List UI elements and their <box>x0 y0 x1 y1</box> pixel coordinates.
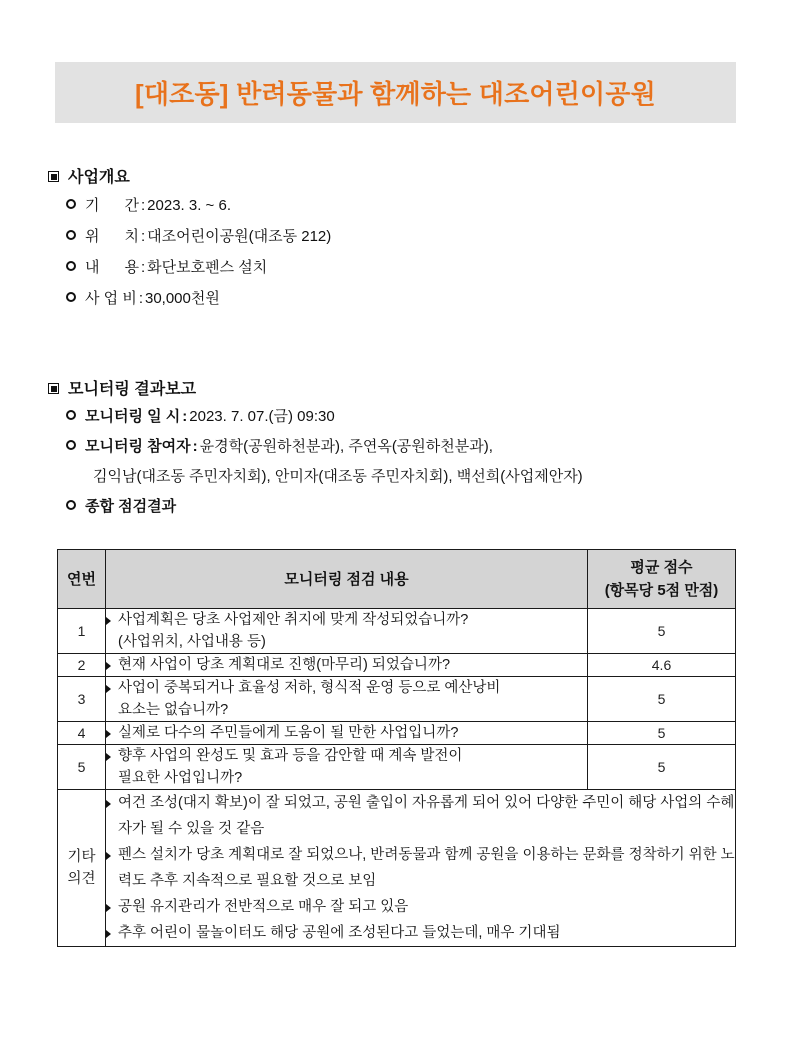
row-question-text: 현재 사업이 당초 계획대로 진행(마무리) 되었습니까? <box>118 657 451 673</box>
monitoring-participants-separator: : <box>192 438 198 455</box>
overview-item-label: 사 업 비 <box>85 290 137 307</box>
row-question-subtext: 요소는 없습니까? <box>118 702 229 718</box>
row-number: 2 <box>58 654 106 677</box>
column-header-content: 모니터링 점검 내용 <box>106 550 588 609</box>
row-score: 4.6 <box>588 654 736 677</box>
etc-note-text: 여건 조성(대지 확보)이 잘 되었고, 공원 출입이 자유롭게 되어 있어 다양한 주민이 해당 사업의 수혜자가 될 수 있을 것 같음 <box>118 795 735 837</box>
row-question-subtext: (사업위치, 사업내용 등) <box>118 634 266 650</box>
triangle-bullet-icon <box>106 730 111 738</box>
etc-note-text: 추후 어린이 물놀이터도 해당 공원에 조성된다고 들었는데, 매우 기대됨 <box>118 925 561 941</box>
triangle-bullet-icon <box>106 852 111 860</box>
row-question-subtext: 필요한 사업입니까? <box>118 770 243 786</box>
section-overview-heading-label: 사업개요 <box>68 169 130 186</box>
column-header-score-line2: (항목당 5점 만점) <box>604 582 719 599</box>
row-question-text: 사업계획은 당초 사업제안 취지에 맞게 작성되었습니까? <box>118 612 469 628</box>
row-question-text: 향후 사업의 완성도 및 효과 등을 감안할 때 계속 발전이 <box>118 748 463 764</box>
monitoring-datetime-separator: : <box>182 408 188 425</box>
row-score: 5 <box>588 609 736 654</box>
etc-note-text: 공원 유지관리가 전반적으로 매우 잘 되고 있음 <box>118 899 409 915</box>
list-item <box>48 492 583 522</box>
overview-item-value: 2023. 3. ~ 6. <box>147 197 231 214</box>
list-item <box>48 432 583 462</box>
table-row <box>58 677 736 722</box>
section-monitoring-heading <box>48 378 583 402</box>
row-question-text: 실제로 다수의 주민들에게 도움이 될 만한 사업입니까? <box>118 725 459 741</box>
filled-square-icon <box>48 171 59 182</box>
row-question-text: 사업이 중복되거나 효율성 저하, 형식적 운영 등으로 예산낭비 <box>118 680 501 696</box>
overview-item-value: 30,000천원 <box>144 290 220 307</box>
open-circle-icon <box>66 230 76 240</box>
etc-note-text: 펜스 설치가 당초 계획대로 잘 되었으나, 반려동물과 함께 공원을 이용하는 문화를 정착하기 위한 노력도 추후 지속적으로 필요할 것으로 보임 <box>118 847 735 889</box>
etc-opinion-label <box>58 790 106 947</box>
monitoring-participants-continued: 김익남(대조동 주민자치회), 안미자(대조동 주민자치회), 백선희(사업제안자) <box>93 468 583 485</box>
overview-item-label: 위 치 <box>85 228 139 245</box>
row-number: 1 <box>58 609 106 654</box>
overview-item-separator: : <box>141 197 146 214</box>
row-question <box>106 609 588 654</box>
column-header-no: 연번 <box>58 550 106 609</box>
overview-item-separator: : <box>141 259 146 276</box>
table-row <box>58 722 736 745</box>
triangle-bullet-icon <box>106 904 111 912</box>
etc-note <box>106 920 735 946</box>
section-overview-heading <box>48 166 331 190</box>
monitoring-item-list <box>48 402 583 462</box>
open-circle-icon <box>66 410 76 420</box>
triangle-bullet-icon <box>106 685 111 693</box>
open-circle-icon <box>66 261 76 271</box>
etc-note <box>106 842 735 894</box>
etc-opinion-label-line2: 의견 <box>67 871 96 887</box>
open-circle-icon <box>66 440 76 450</box>
overview-item-label: 기 간 <box>85 197 139 214</box>
row-score: 5 <box>588 722 736 745</box>
monitoring-results-label: 종합 점검결과 <box>85 498 177 515</box>
overview-item-value: 화단보호펜스 설치 <box>147 259 268 276</box>
row-score: 5 <box>588 677 736 722</box>
row-number: 5 <box>58 745 106 790</box>
section-monitoring-heading-label: 모니터링 결과보고 <box>68 381 197 398</box>
page-title: [대조동] 반려동물과 함께하는 대조어린이공원 <box>135 79 656 109</box>
overview-item-separator: : <box>138 290 143 307</box>
row-question <box>106 745 588 790</box>
list-item <box>48 283 331 314</box>
table-row <box>58 654 736 677</box>
list-item <box>48 221 331 252</box>
etc-opinion-label-line1: 기타 <box>67 849 96 865</box>
table-header-row <box>58 550 736 609</box>
monitoring-participants-value: 윤경학(공원하천분과), 주연옥(공원하천분과), <box>199 438 493 455</box>
monitoring-datetime-value: 2023. 7. 07.(금) 09:30 <box>189 408 335 425</box>
open-circle-icon <box>66 199 76 209</box>
etc-note <box>106 790 735 842</box>
column-header-score <box>588 550 736 609</box>
triangle-bullet-icon <box>106 753 111 761</box>
row-number: 3 <box>58 677 106 722</box>
monitoring-results-list <box>48 492 583 522</box>
monitoring-datetime-label: 모니터링 일 시 <box>85 408 181 425</box>
monitoring-result-table <box>57 549 736 947</box>
filled-square-icon <box>48 383 59 394</box>
column-header-score-line1: 평균 점수 <box>630 559 693 576</box>
row-question <box>106 654 588 677</box>
triangle-bullet-icon <box>106 800 111 808</box>
overview-item-separator: : <box>141 228 146 245</box>
section-overview <box>48 166 331 314</box>
overview-item-label: 내 용 <box>85 259 139 276</box>
list-item <box>48 252 331 283</box>
row-number: 4 <box>58 722 106 745</box>
etc-opinion-body <box>106 790 736 947</box>
row-score: 5 <box>588 745 736 790</box>
triangle-bullet-icon <box>106 617 111 625</box>
table-row <box>58 609 736 654</box>
table-row <box>58 745 736 790</box>
overview-item-list <box>48 190 331 314</box>
monitoring-participants-label: 모니터링 참여자 <box>85 438 191 455</box>
list-item <box>48 190 331 221</box>
etc-note <box>106 894 735 920</box>
triangle-bullet-icon <box>106 662 111 670</box>
open-circle-icon <box>66 292 76 302</box>
section-monitoring <box>48 378 583 522</box>
overview-item-value: 대조어린이공원(대조동 212) <box>147 228 332 245</box>
triangle-bullet-icon <box>106 930 111 938</box>
open-circle-icon <box>66 500 76 510</box>
table-row-etc <box>58 790 736 947</box>
row-question <box>106 722 588 745</box>
title-banner <box>55 62 736 123</box>
row-question <box>106 677 588 722</box>
list-item <box>48 402 583 432</box>
